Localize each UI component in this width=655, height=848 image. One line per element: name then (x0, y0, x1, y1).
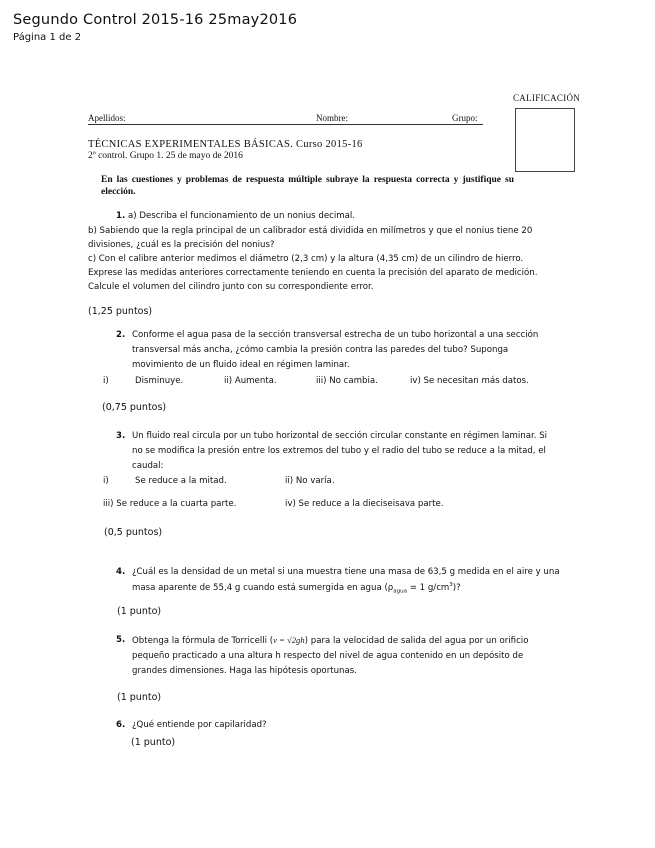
q2-line2: transversal más ancha, ¿cómo cambia la presión contra las paredes del tubo? Suponga (132, 345, 509, 355)
q3-option-iii[interactable]: iii) Se reduce a la cuarta parte. (103, 499, 237, 509)
q4-subscript: agua (393, 588, 407, 595)
surname-label: Apellidos: (88, 113, 126, 123)
q4-superscript: 3 (449, 582, 453, 588)
surname-line[interactable] (88, 124, 316, 125)
q1-c-line3: Calcule el volumen del cilindro junto con su correspondiente error. (88, 282, 374, 292)
question-text: a) Describa el funcionamiento de un nonius decimal. (127, 211, 355, 221)
q4-number: 4. (116, 567, 126, 577)
q2-option-ii[interactable]: ii) Aumenta. (224, 376, 277, 386)
grade-box[interactable] (515, 108, 575, 172)
q5-line3: grandes dimensiones. Haga las hipótesis oportunas. (132, 666, 357, 676)
q1-points: (1,25 puntos) (88, 306, 153, 317)
q4-line2 (132, 582, 461, 595)
q2-points: (0,75 puntos) (102, 402, 167, 413)
q4-points: (1 punto) (117, 606, 162, 617)
q2-number: 2. (116, 330, 126, 340)
q2-option-iv[interactable]: iv) Se necesitan más datos. (410, 376, 529, 386)
q4-line1: ¿Cuál es la densidad de un metal si una muestra tiene una masa de 63,5 g medida en el aire y una (132, 567, 560, 577)
q1-c-line1: c) Con el calibre anterior medimos el diámetro (2,3 cm) y la altura (4,35 cm) de un cilindro de hierro. (88, 254, 524, 264)
q5-text-b: ) para la velocidad de salida del agua por un orificio (304, 636, 529, 646)
q2-option-iii[interactable]: iii) No cambia. (316, 376, 378, 386)
q5-text-a: Obtenga la fórmula de Torricelli ( (132, 636, 274, 646)
q4-text-c: )? (452, 582, 461, 593)
question-number: 1. (116, 211, 126, 221)
torricelli-formula: v = √2gh (273, 635, 305, 645)
q5-line1 (132, 635, 528, 646)
q6-number: 6. (116, 720, 126, 730)
name-line[interactable] (316, 124, 452, 125)
document-title: Segundo Control 2015-16 25may2016 (13, 12, 298, 28)
q5-points: (1 punto) (117, 692, 162, 703)
q2-line1: Conforme el agua pasa de la sección transversal estrecha de un tubo horizontal a una sección (132, 330, 539, 340)
group-line[interactable] (452, 124, 483, 125)
q2-line3: movimiento de un fluido ideal en régimen laminar. (132, 360, 350, 370)
q3-number: 3. (116, 431, 126, 441)
q6-line1: ¿Qué entiende por capilaridad? (132, 720, 267, 730)
q1-c-line2: Exprese las medidas anteriores correctamente teniendo en cuenta la precisión del aparato de medición. (88, 268, 538, 278)
q3-option-iv[interactable]: iv) Se reduce a la dieciseisava parte. (285, 499, 444, 509)
control-info: 2º control. Grupo 1. 25 de mayo de 2016 (88, 151, 243, 161)
q3-line1: Un fluido real circula por un tubo horizontal de sección circular constante en régimen laminar. Si (132, 431, 548, 441)
q1-b-line2: divisiones, ¿cuál es la precisión del nonius? (88, 240, 275, 250)
q3-line3: caudal: (132, 461, 164, 471)
course-title: TÉCNICAS EXPERIMENTALES BÁSICAS. Curso 2015-16 (88, 139, 363, 150)
q6-points: (1 punto) (131, 737, 176, 748)
group-label: Grupo: (452, 113, 478, 123)
q2-option-i-number: i) (103, 376, 109, 386)
q2-option-i[interactable]: Disminuye. (135, 376, 184, 386)
instructions: En las cuestiones y problemas de respuesta múltiple subraye la respuesta correcta y justifique su elección. (101, 175, 514, 197)
q5-number: 5. (116, 635, 126, 645)
q3-points: (0,5 puntos) (104, 527, 163, 538)
name-label: Nombre: (316, 113, 348, 123)
q4-text-a: masa aparente de 55,4 g cuando está sumergida en agua (ρ (132, 582, 394, 593)
q3-option-ii[interactable]: ii) No varía. (285, 476, 335, 486)
question-1 (116, 211, 355, 221)
q1-b-line1: b) Sabiendo que la regla principal de un calibrador está dividida en milímetros y que el nonius tiene 20 (88, 226, 533, 236)
q5-line2: pequeño practicado a una altura h respecto del nivel de agua contenido en un depósito de (132, 651, 524, 661)
q4-text-b: = 1 g/cm (406, 582, 450, 593)
q3-option-i-number: i) (103, 476, 109, 486)
grade-label: CALIFICACIÓN (513, 93, 581, 103)
q3-line2: no se modifica la presión entre los extremos del tubo y el radio del tubo se reduce a la mitad, el (132, 446, 546, 456)
q3-option-i[interactable]: Se reduce a la mitad. (135, 476, 227, 486)
page-indicator: Página 1 de 2 (13, 32, 82, 43)
